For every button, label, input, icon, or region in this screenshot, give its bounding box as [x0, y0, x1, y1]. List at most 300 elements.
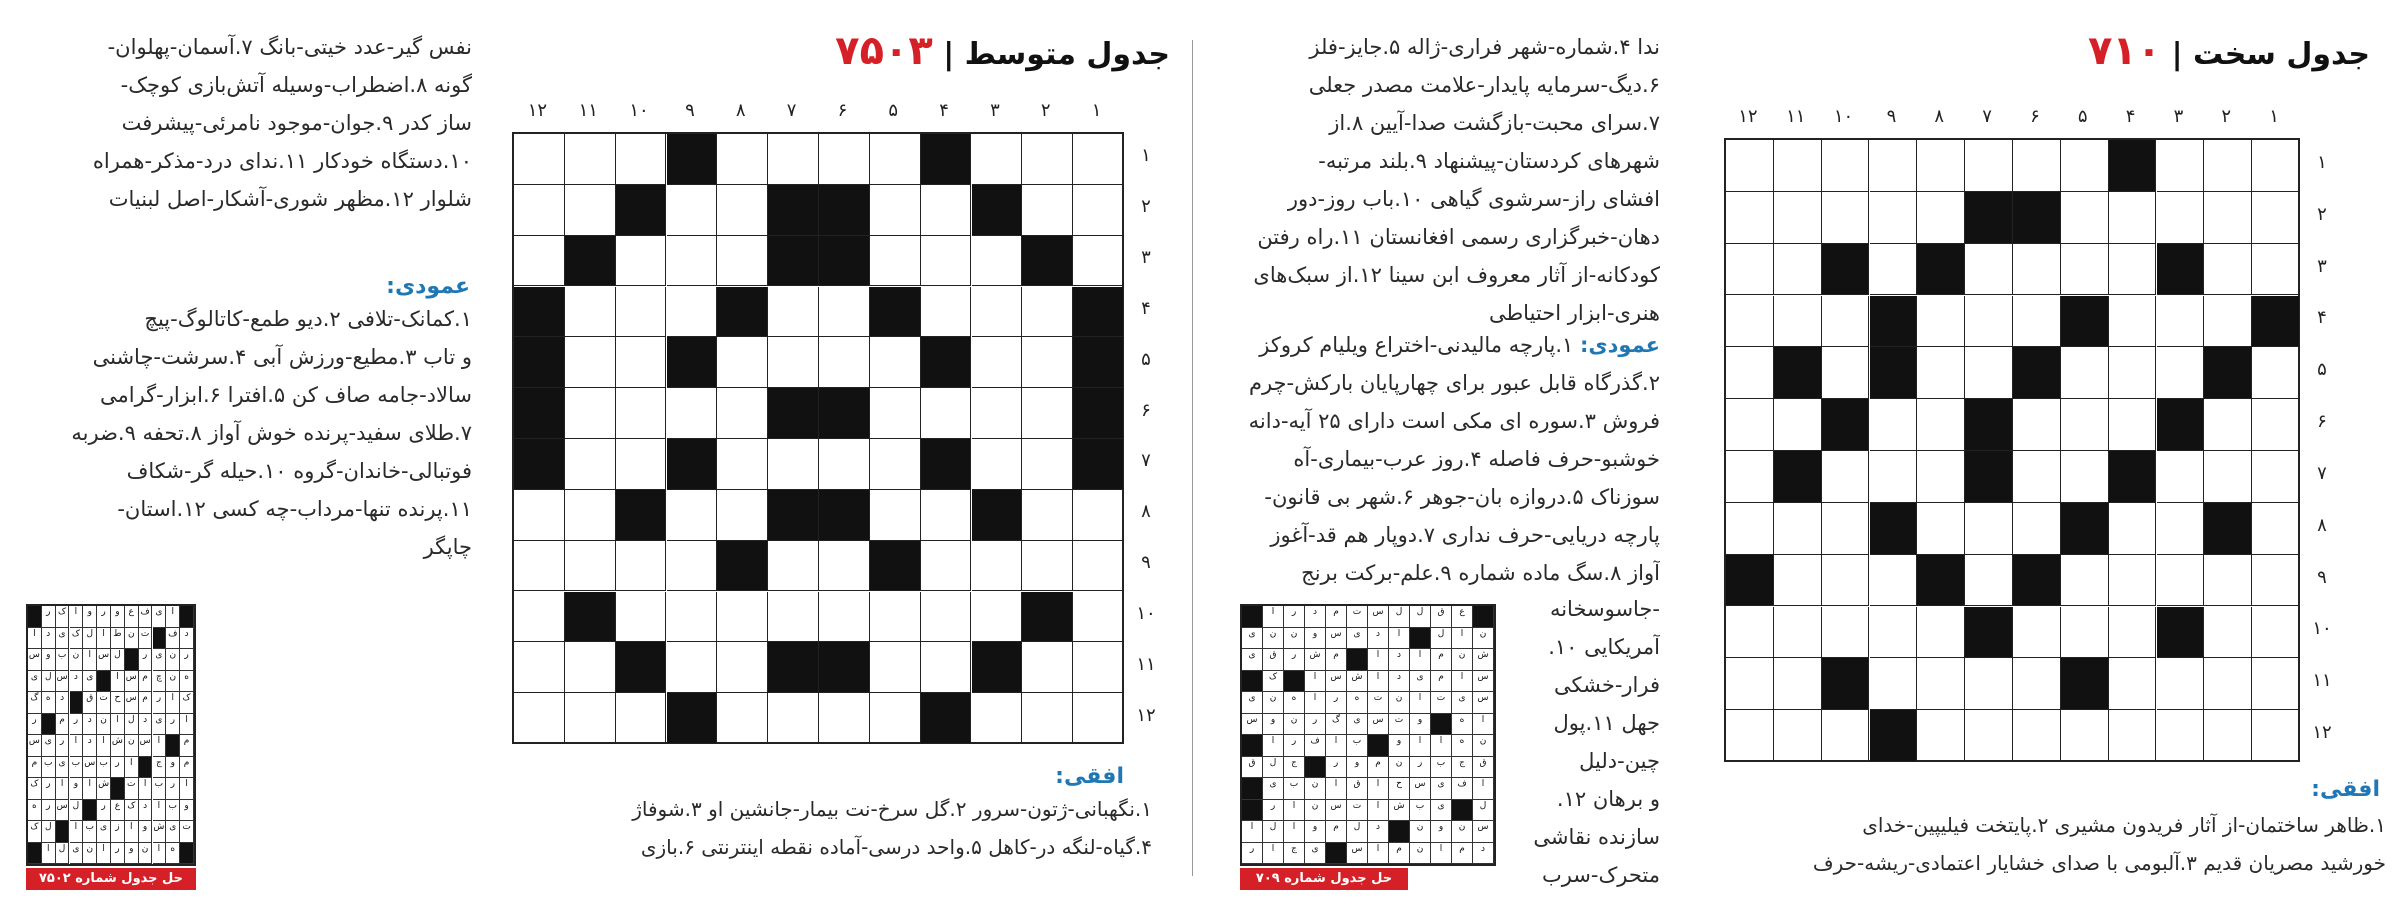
grid-cell[interactable]	[2013, 399, 2061, 451]
grid-cell[interactable]	[2061, 140, 2109, 192]
grid-cell[interactable]	[2204, 451, 2252, 503]
black-cell	[1073, 439, 1124, 490]
grid-cell[interactable]	[717, 693, 768, 744]
grid-cell[interactable]	[1022, 134, 1073, 185]
solution-letter: ب	[153, 778, 167, 800]
black-cell	[768, 236, 819, 287]
col-label: ۹	[685, 100, 695, 121]
grid-cell[interactable]	[768, 134, 819, 185]
clue-line: سالاد-جامه صاف کن ۵.افترا ۶.ابزار-گرامی	[99, 383, 472, 407]
grid-cell[interactable]	[2252, 399, 2300, 451]
grid-cell[interactable]	[819, 337, 870, 388]
grid-cell[interactable]	[717, 134, 768, 185]
grid-cell[interactable]	[667, 592, 718, 643]
grid-cell[interactable]	[2013, 503, 2061, 555]
row-label: ۲	[2317, 203, 2327, 225]
grid-cell[interactable]	[514, 642, 565, 693]
grid-cell[interactable]	[667, 388, 718, 439]
solution-letter: م	[1389, 843, 1410, 865]
grid-cell[interactable]	[667, 287, 718, 338]
clue-line: شهرهای کردستان-پیشنهاد ۹.بلند مرتبه-	[1318, 149, 1660, 173]
grid-cell[interactable]	[870, 642, 921, 693]
grid-cell[interactable]	[2157, 710, 2205, 762]
grid-cell[interactable]	[2252, 244, 2300, 296]
grid-cell[interactable]	[1822, 451, 1870, 503]
solution-black-cell	[166, 735, 180, 757]
grid-cell[interactable]	[1822, 140, 1870, 192]
solution-letter: ا	[1452, 671, 1473, 693]
row-label: ۳	[1141, 247, 1151, 269]
grid-cell[interactable]	[870, 134, 921, 185]
solution-letter: س	[97, 649, 111, 671]
grid-cell[interactable]	[1822, 296, 1870, 348]
grid-cell[interactable]	[2157, 296, 2205, 348]
grid-cell[interactable]	[972, 439, 1023, 490]
col-label: ۸	[735, 100, 746, 121]
grid-cell[interactable]	[1726, 607, 1774, 659]
grid-cell[interactable]	[565, 337, 616, 388]
grid-cell[interactable]	[2252, 658, 2300, 710]
grid-cell[interactable]	[717, 337, 768, 388]
grid-cell[interactable]	[1917, 296, 1965, 348]
grid-cell[interactable]	[2109, 607, 2157, 659]
solution-black-cell	[111, 778, 125, 800]
grid-cell[interactable]	[1022, 185, 1073, 236]
middle-vertical-clues	[1232, 364, 1660, 592]
grid-cell[interactable]	[819, 134, 870, 185]
solution-letter: ر	[70, 714, 84, 736]
grid-cell[interactable]	[2109, 192, 2157, 244]
grid-cell[interactable]	[921, 592, 972, 643]
grid-cell[interactable]	[616, 287, 667, 338]
grid-cell[interactable]	[1965, 503, 2013, 555]
col-label: ۱۲	[1738, 106, 1758, 127]
black-cell	[1022, 236, 1073, 287]
grid-cell[interactable]	[1774, 244, 1822, 296]
grid-cell[interactable]	[2109, 503, 2157, 555]
solution-letter: ر	[180, 649, 194, 671]
grid-cell[interactable]	[1917, 710, 1965, 762]
solution-letter: ی	[42, 735, 56, 757]
grid-cell[interactable]	[972, 592, 1023, 643]
grid-cell[interactable]	[1022, 337, 1073, 388]
grid-cell[interactable]	[565, 490, 616, 541]
grid-cell[interactable]	[1917, 347, 1965, 399]
grid-cell[interactable]	[1774, 399, 1822, 451]
grid-cell[interactable]	[2204, 296, 2252, 348]
solution-letter: ق	[1431, 606, 1452, 628]
grid-cell[interactable]	[1917, 658, 1965, 710]
black-cell	[1870, 710, 1918, 762]
grid-cell[interactable]	[514, 134, 565, 185]
grid-cell[interactable]	[1073, 693, 1124, 744]
grid-cell[interactable]	[1774, 503, 1822, 555]
grid-cell[interactable]	[616, 236, 667, 287]
grid-cell[interactable]	[565, 642, 616, 693]
grid-cell[interactable]	[819, 693, 870, 744]
grid-cell[interactable]	[1965, 555, 2013, 607]
solution-letter: ل	[1263, 821, 1284, 843]
solution-letter: ن	[1389, 757, 1410, 779]
solution-letter: ی	[1452, 692, 1473, 714]
grid-cell[interactable]	[870, 592, 921, 643]
solution-letter: ی	[1431, 800, 1452, 822]
grid-cell[interactable]	[768, 693, 819, 744]
grid-cell[interactable]	[1726, 503, 1774, 555]
grid-cell[interactable]	[819, 287, 870, 338]
black-cell	[616, 185, 667, 236]
clue-line: فرار-خشکی	[1554, 673, 1660, 697]
grid-cell[interactable]	[2204, 658, 2252, 710]
grid-cell[interactable]	[972, 388, 1023, 439]
grid-cell[interactable]	[2013, 658, 2061, 710]
grid-cell[interactable]	[1822, 192, 1870, 244]
grid-cell[interactable]	[2204, 244, 2252, 296]
grid-cell[interactable]	[1726, 658, 1774, 710]
grid-cell[interactable]	[565, 287, 616, 338]
grid-cell[interactable]	[565, 693, 616, 744]
solution-letter: ر	[139, 649, 153, 671]
grid-cell[interactable]	[870, 490, 921, 541]
grid-cell[interactable]	[616, 592, 667, 643]
grid-cell[interactable]	[2109, 710, 2157, 762]
grid-cell[interactable]	[2109, 296, 2157, 348]
solution-letter: د	[1305, 606, 1326, 628]
grid-cell[interactable]	[972, 541, 1023, 592]
solution-letter: ا	[1473, 714, 1494, 736]
medium-puzzle-title	[835, 28, 1170, 74]
grid-cell[interactable]	[1917, 607, 1965, 659]
black-cell	[819, 236, 870, 287]
solution-letter: چ	[153, 671, 167, 693]
row-label: ۴	[1141, 297, 1151, 319]
grid-cell[interactable]	[1022, 287, 1073, 338]
grid-cell[interactable]	[717, 642, 768, 693]
grid-cell[interactable]	[1822, 503, 1870, 555]
grid-cell[interactable]	[2252, 710, 2300, 762]
grid-cell[interactable]	[2204, 192, 2252, 244]
grid-cell[interactable]	[2204, 555, 2252, 607]
grid-cell[interactable]	[1917, 140, 1965, 192]
grid-cell[interactable]	[1822, 607, 1870, 659]
grid-cell[interactable]	[2157, 192, 2205, 244]
grid-cell[interactable]	[768, 287, 819, 338]
black-cell	[1726, 555, 1774, 607]
grid-cell[interactable]	[1022, 693, 1073, 744]
grid-cell[interactable]	[1917, 192, 1965, 244]
grid-cell[interactable]	[616, 541, 667, 592]
grid-cell[interactable]	[514, 592, 565, 643]
grid-cell[interactable]	[616, 134, 667, 185]
grid-cell[interactable]	[870, 388, 921, 439]
solution-letter: ا	[1368, 800, 1389, 822]
grid-cell[interactable]	[972, 337, 1023, 388]
black-cell	[2013, 555, 2061, 607]
grid-cell[interactable]	[2061, 399, 2109, 451]
grid-cell[interactable]	[514, 541, 565, 592]
grid-cell[interactable]	[819, 439, 870, 490]
grid-cell[interactable]	[1022, 439, 1073, 490]
clue-line: و برهان ۱۲.	[1556, 787, 1660, 811]
grid-cell[interactable]	[921, 642, 972, 693]
grid-cell[interactable]	[717, 592, 768, 643]
grid-cell[interactable]	[1774, 296, 1822, 348]
grid-cell[interactable]	[1022, 642, 1073, 693]
grid-cell[interactable]	[2252, 451, 2300, 503]
grid-cell[interactable]	[1073, 592, 1124, 643]
grid-cell[interactable]	[514, 490, 565, 541]
grid-cell[interactable]	[1726, 140, 1774, 192]
grid-cell[interactable]	[2252, 607, 2300, 659]
solution-letter: و	[1347, 757, 1368, 779]
col-label: ۲	[2221, 106, 2232, 127]
grid-cell[interactable]	[717, 490, 768, 541]
grid-cell[interactable]	[972, 693, 1023, 744]
grid-cell[interactable]	[972, 134, 1023, 185]
grid-cell[interactable]	[2157, 658, 2205, 710]
clue-line: جهل ۱۱.پول	[1553, 711, 1660, 735]
hard-horizontal-heading: افقی:	[2311, 777, 2380, 802]
grid-cell[interactable]	[1917, 451, 1965, 503]
grid-cell[interactable]	[972, 236, 1023, 287]
grid-cell[interactable]	[2109, 399, 2157, 451]
grid-cell[interactable]	[565, 439, 616, 490]
grid-cell[interactable]	[667, 642, 718, 693]
grid-cell[interactable]	[870, 439, 921, 490]
hard-crossword-grid	[1724, 138, 2300, 762]
solution-letter: ر	[111, 757, 125, 779]
left-vertical-clues	[12, 300, 472, 566]
grid-cell[interactable]	[616, 388, 667, 439]
solution-letter: م	[139, 692, 153, 714]
grid-cell[interactable]	[2013, 296, 2061, 348]
grid-cell[interactable]	[1965, 296, 2013, 348]
grid-cell[interactable]	[1022, 388, 1073, 439]
grid-cell[interactable]	[1073, 642, 1124, 693]
grid-cell[interactable]	[1726, 399, 1774, 451]
row-label: ۱۲	[2312, 722, 2332, 744]
black-cell	[1073, 287, 1124, 338]
grid-cell[interactable]	[2013, 451, 2061, 503]
grid-cell[interactable]	[2061, 347, 2109, 399]
grid-cell[interactable]	[2252, 192, 2300, 244]
grid-cell[interactable]	[1870, 140, 1918, 192]
grid-cell[interactable]	[667, 490, 718, 541]
grid-cell[interactable]	[1022, 541, 1073, 592]
grid-cell[interactable]	[717, 439, 768, 490]
grid-cell[interactable]	[1774, 658, 1822, 710]
grid-cell[interactable]	[2061, 244, 2109, 296]
grid-cell[interactable]	[2204, 710, 2252, 762]
grid-cell[interactable]	[1822, 347, 1870, 399]
grid-cell[interactable]	[2157, 555, 2205, 607]
solution-letter: ی	[1305, 843, 1326, 865]
grid-cell[interactable]	[2252, 555, 2300, 607]
grid-cell[interactable]	[1022, 490, 1073, 541]
grid-cell[interactable]	[1870, 555, 1918, 607]
black-cell	[565, 592, 616, 643]
grid-cell[interactable]	[2157, 451, 2205, 503]
grid-cell[interactable]	[921, 287, 972, 338]
black-cell	[768, 388, 819, 439]
grid-cell[interactable]	[768, 337, 819, 388]
grid-cell[interactable]	[1073, 236, 1124, 287]
grid-cell[interactable]	[2109, 555, 2157, 607]
grid-cell[interactable]	[768, 592, 819, 643]
grid-cell[interactable]	[1917, 399, 1965, 451]
grid-cell[interactable]	[616, 693, 667, 744]
solution-letter: ا	[1410, 735, 1431, 757]
grid-cell[interactable]	[2157, 347, 2205, 399]
grid-cell[interactable]	[2204, 607, 2252, 659]
grid-cell[interactable]	[2109, 347, 2157, 399]
grid-cell[interactable]	[2204, 140, 2252, 192]
grid-cell[interactable]	[1774, 710, 1822, 762]
grid-cell[interactable]	[972, 287, 1023, 338]
grid-cell[interactable]	[514, 236, 565, 287]
solution-letter: ف	[1452, 778, 1473, 800]
grid-cell[interactable]	[1726, 192, 1774, 244]
grid-cell[interactable]	[2109, 244, 2157, 296]
grid-cell[interactable]	[1073, 541, 1124, 592]
black-cell	[2204, 347, 2252, 399]
grid-cell[interactable]	[1726, 244, 1774, 296]
solution-letter: ا	[1263, 606, 1284, 628]
grid-cell[interactable]	[2157, 140, 2205, 192]
grid-cell[interactable]	[768, 439, 819, 490]
grid-cell[interactable]	[514, 185, 565, 236]
grid-cell[interactable]	[768, 541, 819, 592]
solution-letter: د	[1368, 821, 1389, 843]
grid-cell[interactable]	[870, 185, 921, 236]
grid-cell[interactable]	[514, 693, 565, 744]
grid-cell[interactable]	[870, 236, 921, 287]
grid-cell[interactable]	[2252, 503, 2300, 555]
grid-cell[interactable]	[667, 185, 718, 236]
solution-black-cell	[1242, 671, 1263, 693]
grid-cell[interactable]	[1965, 658, 2013, 710]
grid-cell[interactable]	[1073, 490, 1124, 541]
solution-letter: ا	[28, 628, 42, 650]
grid-cell[interactable]	[1870, 192, 1918, 244]
grid-cell[interactable]	[2061, 607, 2109, 659]
grid-cell[interactable]	[870, 693, 921, 744]
grid-cell[interactable]	[2013, 140, 2061, 192]
grid-cell[interactable]	[616, 439, 667, 490]
solution-letter: و	[1431, 821, 1452, 843]
medium-horizontal-heading: افقی:	[1055, 764, 1124, 789]
solution-letter: ب	[1347, 735, 1368, 757]
black-cell	[768, 185, 819, 236]
grid-cell[interactable]	[2061, 710, 2109, 762]
grid-cell[interactable]	[1774, 192, 1822, 244]
solution-letter: گ	[28, 692, 42, 714]
grid-cell[interactable]	[1774, 555, 1822, 607]
grid-cell[interactable]	[2013, 607, 2061, 659]
grid-cell[interactable]	[1965, 710, 2013, 762]
grid-cell[interactable]	[1870, 607, 1918, 659]
grid-cell[interactable]	[1965, 140, 2013, 192]
grid-cell[interactable]	[1774, 607, 1822, 659]
grid-cell[interactable]	[1726, 710, 1774, 762]
grid-cell[interactable]	[667, 236, 718, 287]
solution-letter: ا	[42, 843, 56, 865]
grid-cell[interactable]	[1870, 658, 1918, 710]
solution-letter: ل	[1473, 800, 1494, 822]
row-label: ۵	[2317, 359, 2327, 381]
grid-cell[interactable]	[2013, 244, 2061, 296]
grid-cell[interactable]	[2157, 503, 2205, 555]
solution-letter: ع	[125, 606, 139, 628]
grid-cell[interactable]	[1822, 710, 1870, 762]
solution-letter: ت	[125, 778, 139, 800]
grid-cell[interactable]	[2013, 710, 2061, 762]
grid-cell[interactable]	[1726, 347, 1774, 399]
grid-cell[interactable]	[2061, 192, 2109, 244]
grid-cell[interactable]	[1870, 244, 1918, 296]
solution-letter: ب	[1431, 757, 1452, 779]
solution-letter: ی	[28, 671, 42, 693]
grid-cell[interactable]	[921, 388, 972, 439]
grid-cell[interactable]	[1774, 140, 1822, 192]
grid-cell[interactable]	[717, 236, 768, 287]
grid-cell[interactable]	[1965, 347, 2013, 399]
grid-cell[interactable]	[616, 337, 667, 388]
grid-cell[interactable]	[1726, 296, 1774, 348]
grid-cell[interactable]	[921, 185, 972, 236]
grid-cell[interactable]	[2061, 555, 2109, 607]
solution-letter: س	[28, 649, 42, 671]
grid-cell[interactable]	[2252, 140, 2300, 192]
grid-cell[interactable]	[2061, 451, 2109, 503]
grid-cell[interactable]	[1073, 185, 1124, 236]
grid-cell[interactable]	[870, 337, 921, 388]
solution-letter: ا	[1326, 735, 1347, 757]
grid-cell[interactable]	[1965, 244, 2013, 296]
black-cell	[667, 439, 718, 490]
grid-cell[interactable]	[2252, 347, 2300, 399]
solution-letter: ن	[1473, 735, 1494, 757]
grid-cell[interactable]	[1870, 399, 1918, 451]
grid-cell[interactable]	[667, 541, 718, 592]
grid-cell[interactable]	[819, 592, 870, 643]
grid-cell[interactable]	[565, 134, 616, 185]
grid-cell[interactable]	[921, 236, 972, 287]
grid-cell[interactable]	[565, 185, 616, 236]
clue-line: نفس گیر-عدد خیتی-بانگ ۷.آسمان-پهلوان-	[107, 35, 472, 59]
grid-cell[interactable]	[819, 541, 870, 592]
grid-cell[interactable]	[1917, 503, 1965, 555]
solution-letter: ه	[166, 843, 180, 865]
solution-letter: ر	[42, 800, 56, 822]
grid-cell[interactable]	[921, 541, 972, 592]
grid-cell[interactable]	[565, 541, 616, 592]
grid-cell[interactable]	[1726, 451, 1774, 503]
solution-letter: ن	[1410, 843, 1431, 865]
grid-cell[interactable]	[1822, 555, 1870, 607]
grid-cell[interactable]	[565, 388, 616, 439]
grid-cell[interactable]	[921, 490, 972, 541]
grid-cell[interactable]	[717, 388, 768, 439]
grid-cell[interactable]	[717, 185, 768, 236]
grid-cell[interactable]	[2204, 399, 2252, 451]
solution-letter: ل	[125, 714, 139, 736]
grid-cell[interactable]	[1870, 451, 1918, 503]
solution-letter: ق	[1347, 778, 1368, 800]
grid-cell[interactable]	[2109, 658, 2157, 710]
grid-cell[interactable]	[1073, 134, 1124, 185]
solution-black-cell	[153, 628, 167, 650]
